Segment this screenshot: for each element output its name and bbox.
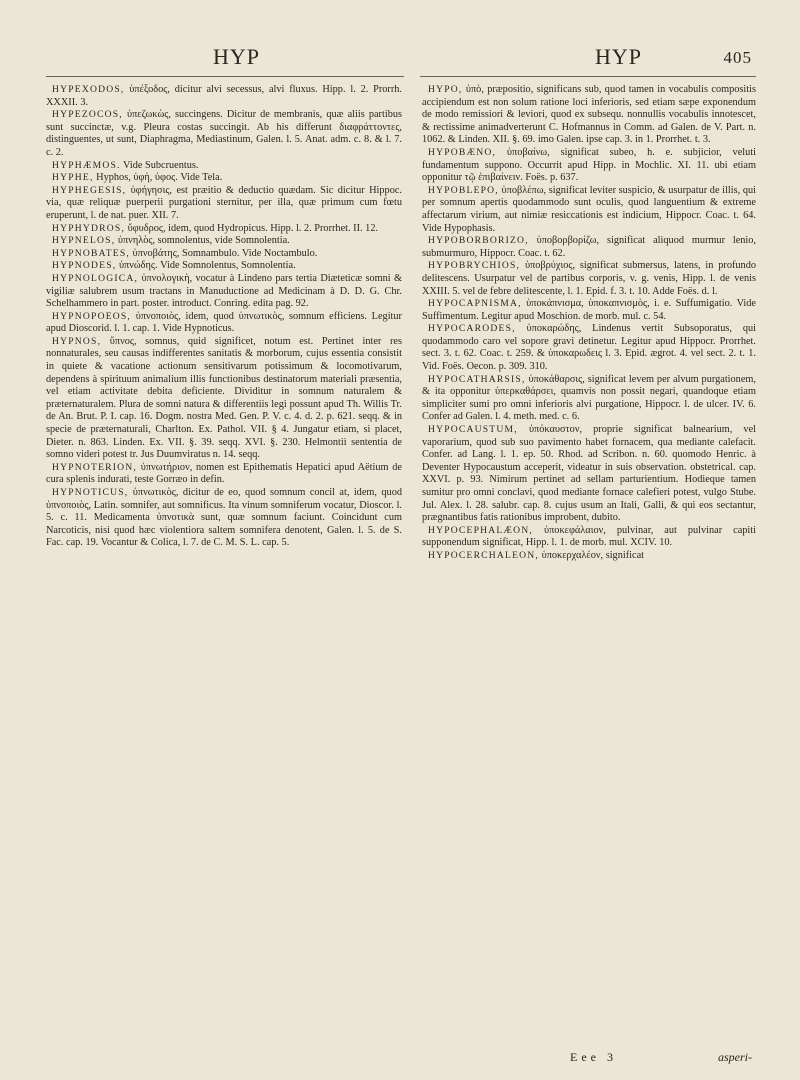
entry-text: ὑπνωτικὸς, dicitur de eo, quod somnum concil at, idem, quod ὑπνοποιὸς, Latin. somnifer, aut somnificus. Ita vinum somniferum vocatur, Dioscor. l. 5. c. 11. Medicamenta ὑπνοτικὰ sunt, quæ somnum faciunt. Coincidunt cum Narcoticis, nisi quod hæc violentiora saltem somnifera denotent, Galen. l. 5. de S. Fac. cap. 19. Vocantur & Colica, l. 7. de C. M. S. L. cap. 5. xyxy=(46,487,402,549)
dictionary-entry xyxy=(46,311,402,336)
dictionary-entry xyxy=(46,185,402,223)
entry-text: ὑπνοβάτης, Somnambulo. Vide Noctambulo. xyxy=(129,247,318,259)
dictionary-entry xyxy=(422,235,756,260)
entry-headword: HYPNOPOEOS, xyxy=(52,310,132,322)
entry-text: ὑποβαίνω, significat subeo, h. e. subjicior, veluti fundamentum suppono. Occurrit apud Hipp. in Mochlic. XI. 11. ubi etiam opponitur τῷ ἐπιβαίνειν. Foës. p. 637. xyxy=(422,146,756,184)
entry-text: Hyphos, ὑφὴ, ὑφος. Vide Tela. xyxy=(93,172,223,184)
entry-text: ὕφυδρος, idem, quod Hydropicus. Hipp. l. 2. Prorrhet. II. 12. xyxy=(125,222,379,234)
entry-text: ὑπεζωκὼς, succingens. Dicitur de membranis, quæ aliis partibus sunt succinctæ, v.g. Pleura costas succingit. Ab his differunt διαφράττοντες, distinguentes, ut sunt, Diaphragma, Mediastinum, Galen. l. 5. Anat. adm. c. 8. & l. 7. c. 2. xyxy=(46,109,402,158)
left-column xyxy=(46,84,402,550)
running-head-left: HYP xyxy=(213,44,261,69)
dictionary-entry xyxy=(46,336,402,462)
entry-headword: HYPOBORBORIZO, xyxy=(428,235,529,247)
entry-text: ὑποκερχαλέον, significat xyxy=(539,549,645,561)
dictionary-entry xyxy=(46,260,402,273)
dictionary-entry xyxy=(422,525,756,550)
dictionary-entry xyxy=(422,84,756,147)
entry-headword: HYPOCERCHALEON, xyxy=(428,549,540,561)
entry-text: ὑποκαρώδης, Lindenus vertit Subsoporatus, qui quodammodo caro vel sopore gravi detinetur. Legitur apud Hippocr. Prorrhet. sect. 3. t. 62. Coac. t. 259. & ὑποκαρωδεις l. 3. Epid. ægrot. 4. vel sect. 2. t. 1. Vid. Foës. Oecon. p. 309. 310. xyxy=(422,323,756,373)
entry-text: ὑπέξοδος, dicitur alvi secessus, alvi fluxus. Hipp. l. 2. Prorrh. XXXII. 3. xyxy=(46,84,402,108)
entry-headword: HYPOBLEPO, xyxy=(428,184,499,196)
dictionary-entry xyxy=(46,273,402,311)
entry-headword: HYPHEGESIS, xyxy=(52,184,127,196)
entry-text: ὑφήγησις, est præitio & deductio quædam. Sic dicitur Hippoc. via, quæ reliquæ puerperii purgationi sternitur, per illa, quæ primum cum fœtu eruperunt, l. de nat. puer. XII. 7. xyxy=(46,184,402,221)
entry-text: ὑπνολογικὴ, vocatur à Lindeno pars tertia Diæteticæ somni & vigiliæ salubrem usum tractans in Manuductione ad Medicinam à D. D. G. Chr. Schelhammero in part. poster. introduct. Conring. edita pag. 92. xyxy=(46,272,402,310)
dictionary-entry xyxy=(46,223,402,236)
dictionary-entry xyxy=(46,84,402,109)
dictionary-entry xyxy=(46,160,402,173)
entry-headword: HYPOCAPNISMA, xyxy=(428,298,522,310)
right-column xyxy=(422,84,756,563)
entry-headword: HYPOCEPHALÆON, xyxy=(428,524,534,536)
dictionary-entry xyxy=(46,109,402,159)
entry-headword: HYPHÆMOS. xyxy=(52,159,121,171)
entry-headword: HYPOCARODES, xyxy=(428,323,516,335)
dictionary-entry xyxy=(422,550,756,563)
entry-text: Vide Subcruentus. xyxy=(120,159,199,171)
dictionary-entry xyxy=(422,185,756,235)
dictionary-entry xyxy=(422,424,756,525)
entry-text: ὑπνοποιὸς, idem, quod ὑπνωτικὸς, somnum efficiens. Legitur apud Dioscorid. l. 1. cap. 1. Vide Hypnoticus. xyxy=(46,310,402,335)
dictionary-entry xyxy=(422,298,756,323)
entry-text: ὑπὸ, præpositio, significans sub, quod tamen in vocabulis compositis accipiendum est non solum ratione loci inferioris, sed etiam sæpe exponendum de modo remissiori & leviori, quod ex subsequ. nonnullis vocabulis innotescet, & rectissime animadverterunt C. Hofmannus in Comm. ad Galen. de V. Part. n. 1062. & Linden. XII. §. 69. imo Galen. ipse cap. 3. in 1. Prorrhet. t. 3. xyxy=(422,84,756,146)
entry-headword: HYPHE, xyxy=(52,172,94,184)
dictionary-entry xyxy=(422,260,756,298)
entry-headword: HYPOBRYCHIOS, xyxy=(428,260,521,272)
dictionary-entry xyxy=(46,487,402,550)
entry-headword: HYPNOLOGICA, xyxy=(52,272,139,284)
entry-text: ὑποβορβορίζω, significat aliquod murmur lenio, submurmuro, Hippocr. Coac. t. 62. xyxy=(422,235,756,259)
catchword: asperi- xyxy=(718,1050,752,1064)
entry-headword: HYPNOS, xyxy=(52,335,102,347)
entry-headword: HYPEZOCOS, xyxy=(52,109,123,121)
entry-text: ὑποβρύχιος, significat submersus, latens, in profundo delitescens. Usurpatur vel de partibus corporis, v. g. venis, Hipp. l. de venis XXIII. 5. vel de febre delitescente, l. 1. Epid. f. 3. t. 10. Adde Foës. d. l. xyxy=(422,260,756,297)
entry-text: ὑπνώδης. Vide Somnolentus, Somnolentia. xyxy=(116,260,296,272)
entry-headword: HYPNOBATES, xyxy=(52,247,130,259)
entry-text: ὑποκεφάλαιον, pulvinar, aut pulvinar capiti supponendum significat, Hipp. l. 1. de morb. mul. XCIV. 10. xyxy=(422,524,756,549)
dictionary-entry xyxy=(422,374,756,424)
entry-text: ὑποκάθαρσις, significat levem per alvum purgationem, & ita opponitur ὑπερκαθάρσει, quamvis non possit negari, quandoque etiam simpliciter sumi pro omni inferioris alvi purgatione, Hippocr. l. de ulcer. IV. 6. Confer ad Galen. l. 4. meth. med. c. 6. xyxy=(422,373,756,423)
entry-text: ὑποβλέπω, significat leviter suspicio, & usurpatur de illis, qui per somnum apertis quodammodo sunt oculis, quod languentium & extreme affectarum virium, aut nimiæ resiccationis est indicium, Hippocr. Coac. t. 64. Vide Hypophasis. xyxy=(422,184,756,234)
entry-headword: HYPHYDROS, xyxy=(52,222,126,234)
entry-headword: HYPOCAUSTUM, xyxy=(428,424,518,436)
entry-text: ὕπνος, somnus, quid significet, notum est. Pertinet inter res nonnaturales, seu causas indifferentes sanitatis & morborum, cujus essentia consistit in quiete & vacatione actionum sensitivarum potissimum & locomotivarum, dependens à spirituum animalium illis functionibus destinatorum materiali præsentia, vel etiam activitate debita deficiente. Dividitur in somnum naturalem & præternaturalem. Plura de somni natura & differentiis legi possunt apud Th. Willis Tr. de An. Brut. P. I. cap. 16. Dogm. nostra Med. Gen. P. V. c. 4. d. 2. p. 621. seqq. & in specie de præternaturali, Charlton. Ex. Pathol. VII. § 4. Jungatur etiam, si placet, Dieter. n. 863. Linden. Ex. VII. §. 39. seqq. XVI. §. 230. Helmontii sententia de somno videri potest tr. Jus Duumviratus n. 14. seqq. xyxy=(46,335,402,461)
entry-headword: HYPNELOS, xyxy=(52,235,116,247)
entry-headword: HYPEXODOS, xyxy=(52,84,125,95)
entry-headword: HYPNOTICUS, xyxy=(52,487,129,498)
entry-headword: HYPOBÆNO, xyxy=(428,146,497,158)
entry-headword: HYPO, xyxy=(428,84,463,95)
signature-mark: Eee 3 xyxy=(570,1050,617,1064)
entry-text: ὑπόκαυστον, proprie significat balnearium, vel vaporarium, quod sub suo pavimento habet fornacem, qua mediante calefacit. Confer. ad Lang. l. 1. ep. 50. Rhod. ad Scribon. n. 60. quomodo Henric. à Deventer Hypocaustum acceperit, videatur in suis observation. obstetrical. cap. XXVI. p. 93. Nimirum pertinet ad sellam parturientium. Hodieque tamen sumitur pro omni conclavi, quod mediante fornace calefieri potest, vulgo Stube. Jul. Alex. l. 28. salubr. cap. 8. cujus usum an Itali, Galli, & qui eos sectantur, prægnantibus fatis rationibus improbent, dubito. xyxy=(422,424,756,524)
dictionary-entry xyxy=(422,147,756,185)
entry-headword: HYPOCATHARSIS, xyxy=(428,373,526,385)
entry-text: ὑποκάπνισμα, ὑποκαπνισμὸς, i. e. Suffumigatio. Vide Suffimentum. Legitur apud Moschion. de morb. mul. c. 54. xyxy=(422,298,756,322)
dictionary-entry xyxy=(46,248,402,261)
page-number: 405 xyxy=(723,48,752,67)
header-rule-right xyxy=(420,76,756,77)
running-head-right: HYP xyxy=(595,44,643,69)
entry-headword: HYPNOTERION, xyxy=(52,461,138,473)
dictionary-entry xyxy=(46,172,402,185)
entry-text: ὑπνωτήριον, nomen est Epithematis Hepatici apud Aëtium de cura splenis indurati, teste Gorræo in defin. xyxy=(46,461,402,486)
entry-headword: HYPNODES, xyxy=(52,260,117,272)
header-rule-left xyxy=(46,76,404,77)
entry-text: ὑπνηλὸς, somnolentus, vide Somnolentia. xyxy=(115,235,290,247)
dictionary-entry xyxy=(46,462,402,487)
dictionary-entry xyxy=(422,323,756,373)
dictionary-entry xyxy=(46,235,402,248)
